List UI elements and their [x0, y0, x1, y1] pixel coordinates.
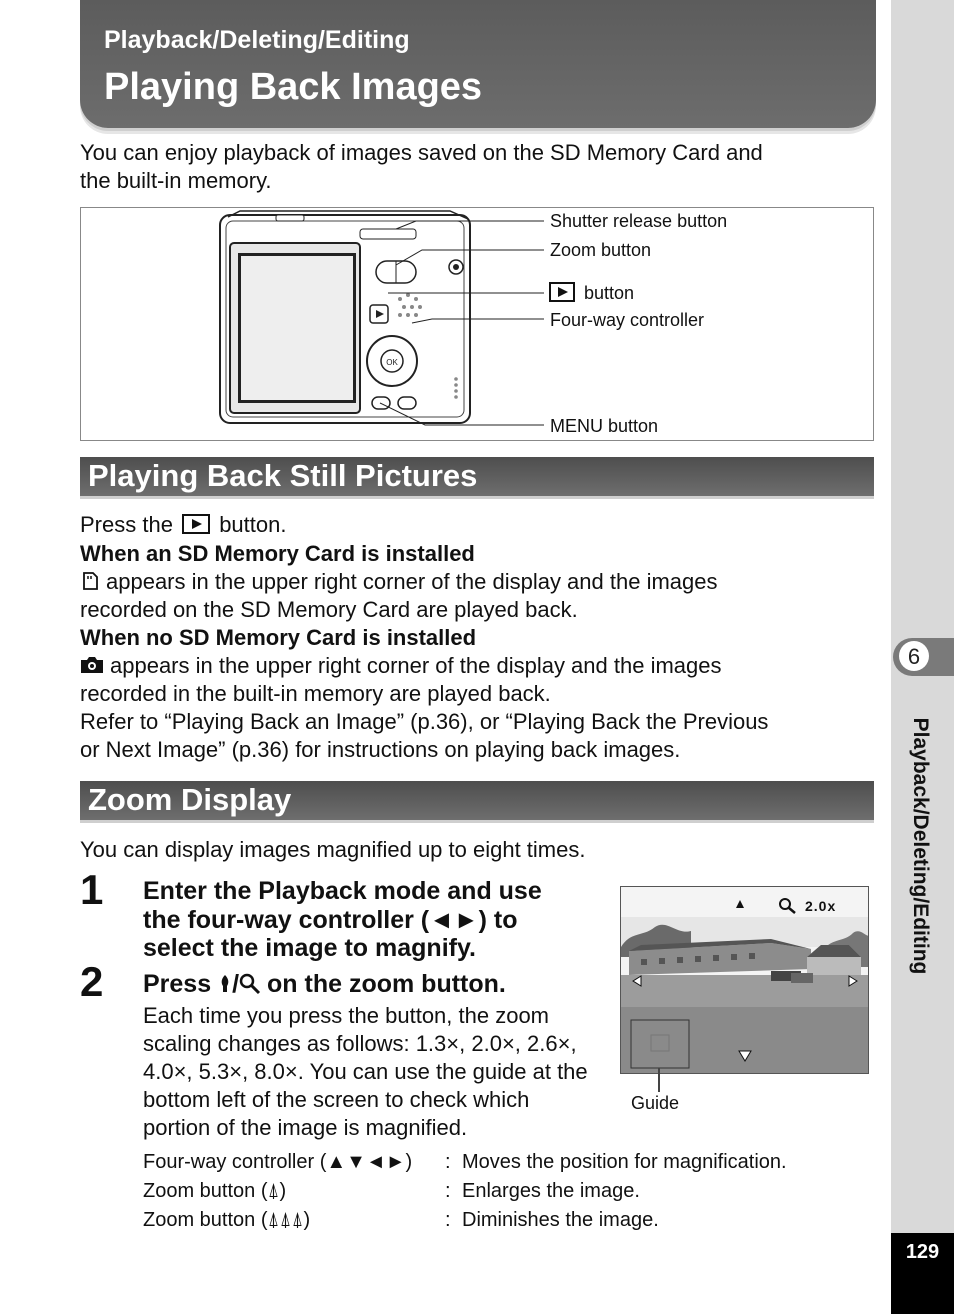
- play-icon: [181, 514, 211, 534]
- intro-line-1: You can enjoy playback of images saved on the SD Memory Card and: [80, 140, 763, 165]
- control-action: Enlarges the image.: [462, 1180, 640, 1202]
- built-in-memory-icon: [80, 655, 104, 675]
- step-1-line-3: select the image to magnify.: [143, 934, 476, 962]
- callout-four-way: Four-way controller: [550, 310, 705, 330]
- sd-card-icon: [80, 571, 100, 591]
- guide-label: Guide: [631, 1093, 680, 1113]
- control-zoom-enlarge: Zoom button (⍋): [143, 1180, 287, 1202]
- nosd-line-1: appears in the upper right corner of the display and the images: [80, 652, 722, 680]
- callout-play: button: [584, 283, 635, 303]
- nosd-line-2: recorded in the built-in memory are played back.: [80, 681, 551, 706]
- refer-line-2: or Next Image” (p.36) for instructions on playing back images.: [80, 737, 681, 762]
- page-number: 129: [905, 1241, 940, 1263]
- tele-zoom-icon: [218, 973, 232, 995]
- sd-line-1: appears in the upper right corner of the display and the images: [80, 568, 718, 596]
- zoom-level: 2.0x: [805, 898, 837, 914]
- magnify-icon: [239, 973, 261, 995]
- step-2-title: Press / on the zoom button.: [143, 970, 506, 998]
- step-2-body-1: Each time you press the button, the zoom: [143, 1003, 550, 1028]
- control-colon: :: [445, 1151, 451, 1173]
- step-2-body-3: 4.0×, 5.3×, 8.0×. You can use the guide at the: [143, 1059, 588, 1084]
- step-2-number: 2: [80, 958, 104, 1005]
- step-2-body-2: scaling changes as follows: 1.3×, 2.0×, 2.6×,: [143, 1031, 577, 1056]
- intro-line-2: the built-in memory.: [80, 168, 272, 193]
- control-action: Diminishes the image.: [462, 1209, 659, 1231]
- control-four-way: Four-way controller (▲▼◄►): [143, 1151, 413, 1173]
- zoom-intro: You can display images magnified up to eight times.: [80, 837, 586, 862]
- chapter-title: Playback/Deleting/Editing: [909, 717, 932, 975]
- camera-illustration: [80, 207, 874, 441]
- callout-shutter: Shutter release button: [550, 211, 728, 231]
- refer-line-1: Refer to “Playing Back an Image” (p.36), or “Playing Back the Previous: [80, 709, 769, 734]
- page-title: Playing Back Images: [104, 66, 483, 108]
- press-play-text: Press the button.: [80, 512, 287, 537]
- zoom-scene: [621, 887, 869, 1074]
- zoom-example-screen: [620, 886, 869, 1074]
- left-right-arrows-icon: ◄►: [429, 906, 479, 934]
- callout-zoom: Zoom button: [550, 240, 652, 260]
- sd-line-2: recorded on the SD Memory Card are played back.: [80, 597, 578, 622]
- step-2-body-5: portion of the image is magnified.: [143, 1115, 468, 1140]
- guide-pointer: [658, 1068, 660, 1092]
- sd-heading: When an SD Memory Card is installed: [80, 541, 475, 566]
- control-colon: :: [445, 1209, 451, 1231]
- section-label: Playback/Deleting/Editing: [104, 26, 410, 54]
- section-title-zoom: Zoom Display: [88, 782, 292, 817]
- step-2-body-4: bottom left of the screen to check which: [143, 1087, 530, 1112]
- step-1-line-2: the four-way controller (◄►) to: [143, 906, 518, 934]
- svg-text:OK: OK: [386, 358, 398, 367]
- control-action: Moves the position for magnification.: [462, 1151, 787, 1173]
- chapter-number: 6: [899, 641, 929, 671]
- step-1-line-1: Enter the Playback mode and use: [143, 877, 542, 905]
- control-zoom-diminish: Zoom button (⍋⍋⍋): [143, 1209, 311, 1231]
- section-title-still: Playing Back Still Pictures: [88, 458, 478, 493]
- control-colon: :: [445, 1180, 451, 1202]
- step-1-number: 1: [80, 866, 104, 913]
- callout-menu: MENU button: [550, 416, 659, 436]
- nosd-heading: When no SD Memory Card is installed: [80, 625, 477, 650]
